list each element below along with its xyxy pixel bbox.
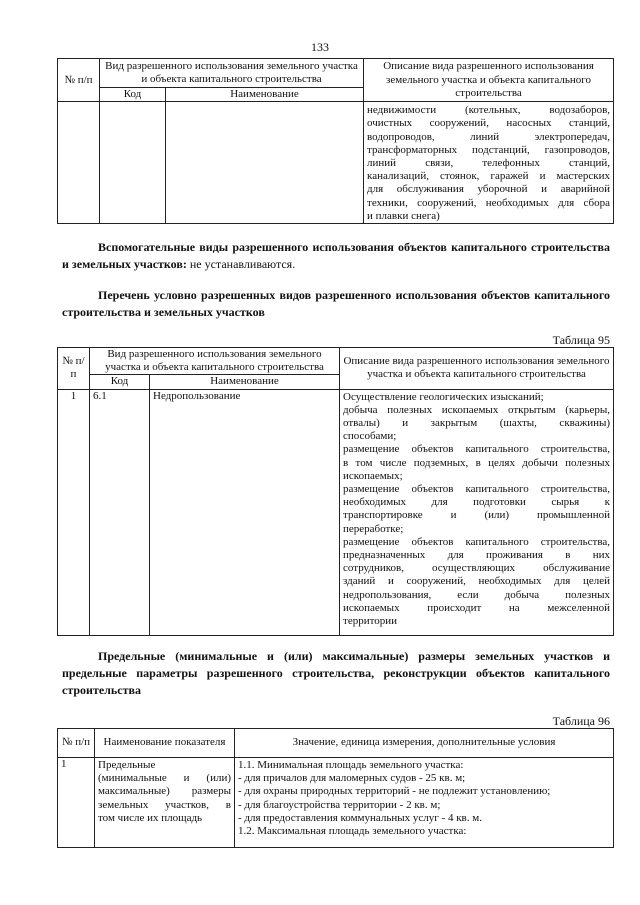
table-96 <box>57 728 614 848</box>
t96-header-number: № п/п <box>58 729 95 758</box>
auxiliary-uses-bold: Вспомогательные виды разрешенного использования объектов капитального строительства и земельных участков: <box>62 240 610 271</box>
t95-row-name: Недропользование <box>150 389 340 635</box>
header-code: Код <box>100 88 166 102</box>
t96-row-name: Предельные (минимальные и (или) максимальные) размеры земельных участков, в том числе их площадь <box>95 758 235 848</box>
t96-header-value: Значение, единица измерения, дополнительные условия <box>235 729 614 758</box>
table-96-caption: Таблица 96 <box>552 714 610 728</box>
t95-header-name: Наименование <box>150 375 340 389</box>
t95-header-number: № п/п <box>58 348 90 390</box>
auxiliary-uses-rest: не устанавливаются. <box>186 257 296 271</box>
cell-code <box>100 102 166 224</box>
t95-row-number: 1 <box>58 389 90 635</box>
cell-description: недвижимости (котельных, водозаборов, очистных сооружений, насосных станций, водопроводов, линий электропередач, трансформаторных подстанций, газопроводов, линий связи, телефонных станций, канализаций, стоянок, гаражей и мастерских для обслуживания уборочной и аварийной техники, сооружений, необходимых для сбора и плавки снега) <box>364 102 614 224</box>
table-95 <box>57 347 614 636</box>
t96-header-name: Наименование показателя <box>95 729 235 758</box>
header-description: Описание вида разрешенного использования земельного участка и объекта капитального строительства <box>364 59 614 102</box>
t95-row-code: 6.1 <box>90 389 150 635</box>
auxiliary-uses-paragraph <box>62 239 610 273</box>
t95-header-kind: Вид разрешенного использования земельного участка и объекта капитального строительства <box>90 348 340 375</box>
header-name: Наименование <box>166 88 364 102</box>
limits-heading: Предельные (минимальные и (или) максимальные) размеры земельных участков и предельные параметры разрешенного строительства, реконструкции объектов капитального строительства <box>62 649 610 697</box>
conditional-uses-heading: Перечень условно разрешенных видов разрешенного использования объектов капитального строительства и земельных участков <box>62 288 610 319</box>
t95-row-description: Осуществление геологических изысканий; добыча полезных ископаемых открытым (карьеры, отвалы) и закрытым (шахты, скважины) способами; размещение объектов капитального строительства, в том числе подземных, в целях добычи полезных ископаемых; размещение объектов капитального строительства, необходимых для подготовки сырья к транспортировке и (или) промышленной переработке; размещение объектов капитального строительства, предназначенных для проживания в них сотрудников, осуществляющих обслуживание зданий и сооружений, необходимых для целей недропользования, если добыча полезных ископаемых происходит на межселенной территории <box>340 389 614 635</box>
t96-row-number: 1 <box>58 758 95 848</box>
cell-number <box>58 102 100 224</box>
cell-name <box>166 102 364 224</box>
header-kind: Вид разрешенного использования земельного участка и объекта капитального строительства <box>100 59 364 88</box>
t95-header-code: Код <box>90 375 150 389</box>
table-95-caption: Таблица 95 <box>552 333 610 347</box>
t95-header-description: Описание вида разрешенного использования земельного участка и объекта капитального строительства <box>340 348 614 390</box>
header-number: № п/п <box>58 59 100 102</box>
page-number: 133 <box>311 40 329 54</box>
t96-row-value: 1.1. Минимальная площадь земельного участка: - для причалов для маломерных судов - 25 кв. м; - для охраны природных территорий - не подлежит установлению; - для благоустройства территории - 2 кв. м; - для предоставления коммунальных услуг - 4 кв. м. 1.2. Максимальная площадь земельного участка: <box>235 758 614 848</box>
continuation-table <box>57 58 614 224</box>
